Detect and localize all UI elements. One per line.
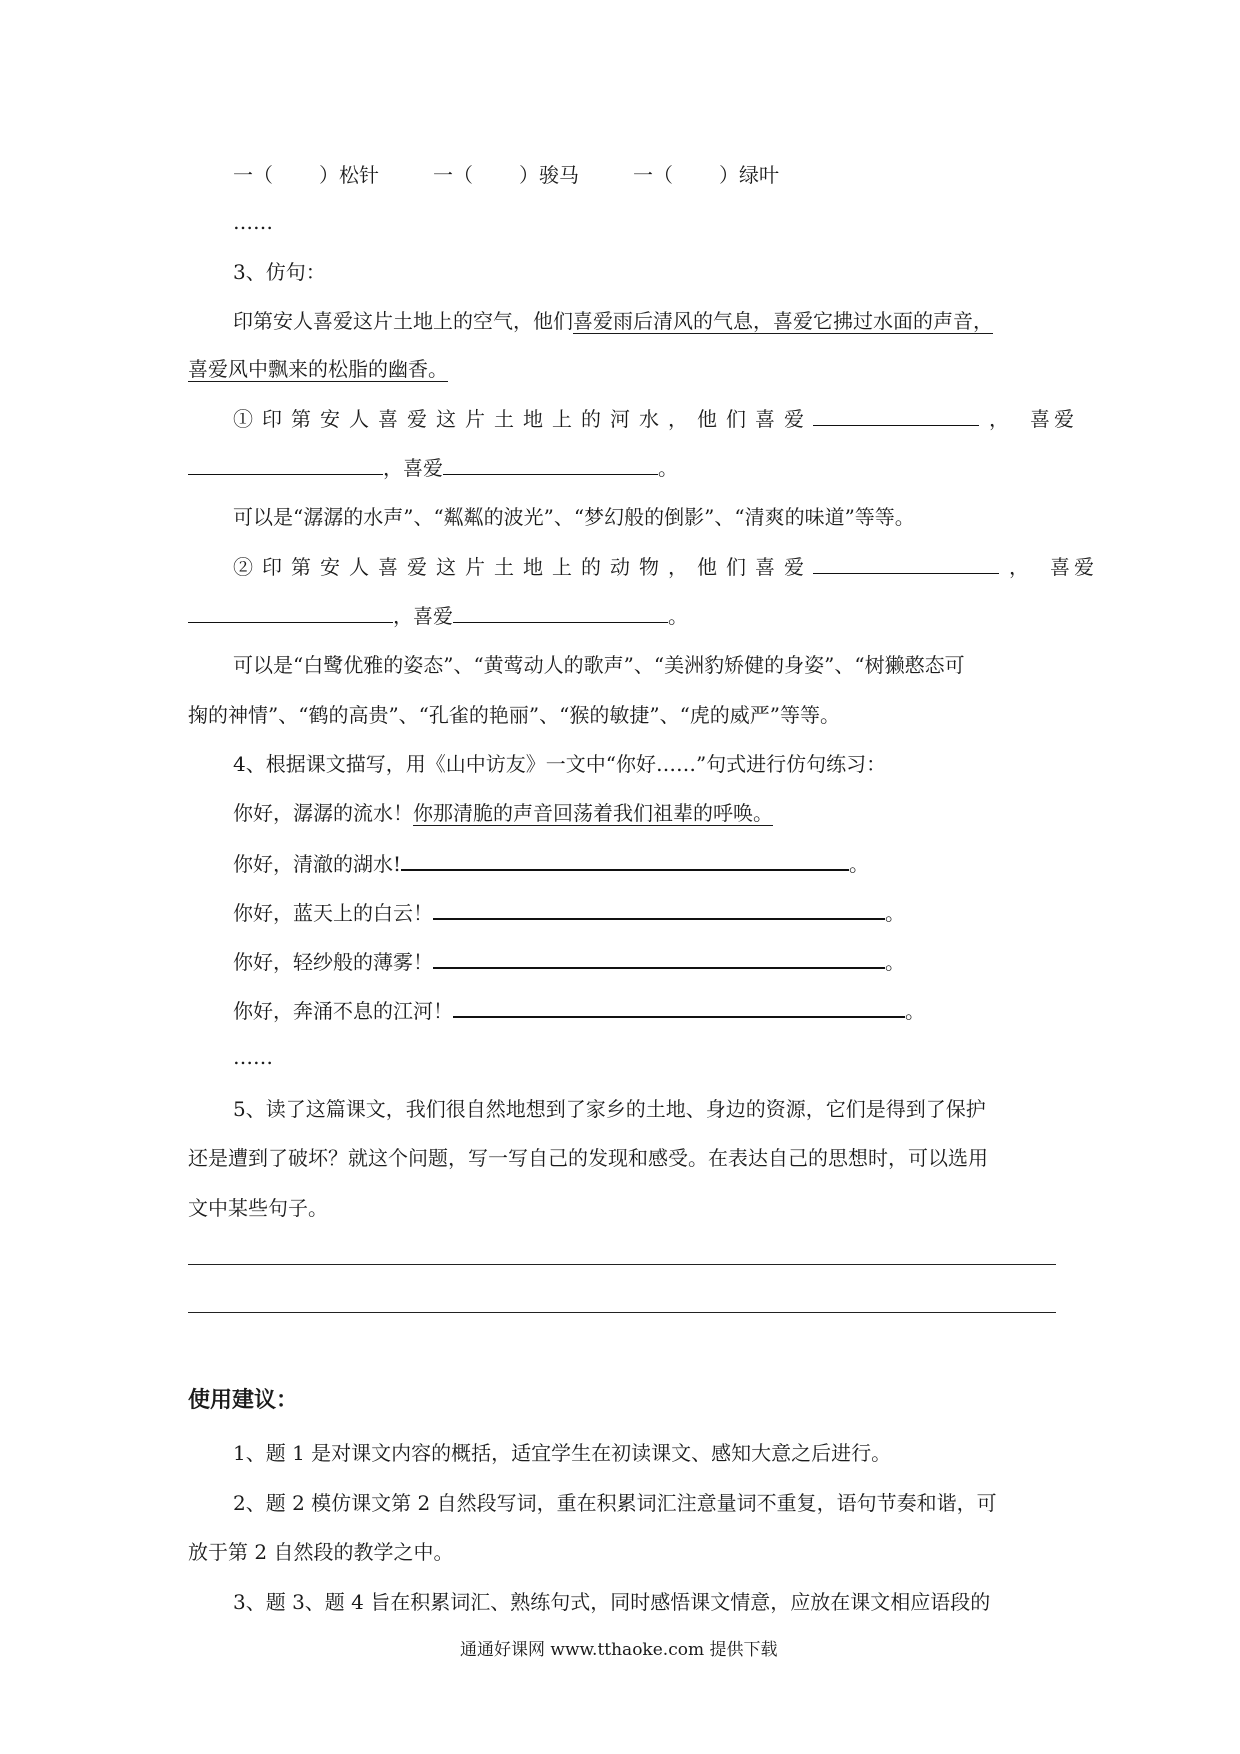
advice-item-2-line1: 2、题 2 模仿课文第 2 自然段写词，重在积累词汇注意量词不重复，语句节奏和谐，可 — [233, 1491, 997, 1515]
q3-sentence2-line2: ，喜爱 。 — [188, 600, 688, 631]
q4-line-mist: 你好，轻纱般的薄雾！ 。 — [233, 945, 905, 977]
measure-word-line — [233, 160, 779, 190]
writing-line[interactable] — [188, 1312, 1056, 1313]
advice-heading: 使用建议： — [188, 1388, 299, 1413]
advice-item-2-line2: 放于第 2 自然段的教学之中。 — [188, 1540, 454, 1564]
q3-sentence1-line2: ，喜爱 。 — [188, 452, 678, 483]
q3-sentence1-line1: ①印第安人喜爱这片土地上的河水，他们喜爱 ， 喜爱 — [233, 403, 1078, 434]
page-footer: 通通好课网 www.tthaoke.com 提供下载 — [460, 1640, 778, 1660]
answer-blank[interactable] — [188, 452, 383, 475]
q4-line-clouds: 你好，蓝天上的白云！ 。 — [233, 896, 905, 928]
q4-example: 你好，潺潺的流水！你那清脆的声音回荡着我们祖辈的呼唤。 — [233, 801, 773, 825]
q3-sentence2-line1: ②印第安人喜爱这片土地上的动物，他们喜爱 ， 喜爱 — [233, 551, 1098, 582]
q4-line-lake: 你好，清澈的湖水! 。 — [233, 847, 869, 879]
blank-pine-needles: 一（ ）松针 — [233, 163, 379, 187]
ellipsis: …… — [233, 1045, 273, 1069]
q3-example-line1: 印第安人喜爱这片土地上的空气，他们喜爱雨后清风的气息，喜爱它拂过水面的声音， — [233, 309, 993, 333]
q3-title: 3、仿句： — [233, 260, 326, 284]
blank-green-leaves: 一（ ）绿叶 — [633, 163, 779, 187]
answer-blank[interactable] — [443, 452, 658, 475]
ellipsis: …… — [233, 210, 273, 234]
q5-line2: 还是遭到了破坏？就这个问题，写一写自己的发现和感受。在表达自己的思想时，可以选用 — [188, 1146, 988, 1170]
q3-hint2-line2: 掬的神情”、“鹤的高贵”、“孔雀的艳丽”、“猴的敏捷”、“虎的威严”等等。 — [188, 703, 841, 727]
answer-blank[interactable] — [433, 896, 885, 920]
answer-blank[interactable] — [813, 551, 999, 574]
answer-blank[interactable] — [433, 945, 885, 969]
q5-line1: 5、读了这篇课文，我们很自然地想到了家乡的土地、身边的资源，它们是得到了保护 — [233, 1097, 986, 1121]
q5-line3: 文中某些句子。 — [188, 1196, 328, 1220]
q3-example-underlined: 喜爱雨后清风的气息，喜爱它拂过水面的声音， — [573, 309, 993, 333]
q3-hint1: 可以是“潺潺的水声”、“粼粼的波光”、“梦幻般的倒影”、“清爽的味道”等等。 — [233, 505, 915, 529]
answer-blank[interactable] — [813, 403, 979, 426]
advice-item-3: 3、题 3、题 4 旨在积累词汇、熟练句式，同时感悟课文情意，应放在课文相应语段的 — [233, 1590, 991, 1614]
blank-steed: 一（ ）骏马 — [433, 163, 579, 187]
q4-example-underlined: 你那清脆的声音回荡着我们祖辈的呼唤。 — [413, 801, 773, 825]
writing-line[interactable] — [188, 1264, 1056, 1265]
answer-blank[interactable] — [188, 600, 393, 623]
q3-example-line2: 喜爱风中飘来的松脂的幽香。 — [188, 357, 448, 381]
answer-blank[interactable] — [453, 994, 905, 1018]
q3-hint2-line1: 可以是“白鹭优雅的姿态”、“黄莺动人的歌声”、“美洲豹矫健的身姿”、“树獭憨态可 — [233, 653, 965, 677]
q4-line-river: 你好，奔涌不息的江河！ 。 — [233, 994, 925, 1026]
q4-title: 4、根据课文描写，用《山中访友》一文中“你好……”句式进行仿句练习： — [233, 752, 887, 776]
answer-blank[interactable] — [401, 847, 849, 871]
answer-blank[interactable] — [453, 600, 668, 623]
advice-item-1: 1、题 1 是对课文内容的概括，适宜学生在初读课文、感知大意之后进行。 — [233, 1441, 892, 1465]
